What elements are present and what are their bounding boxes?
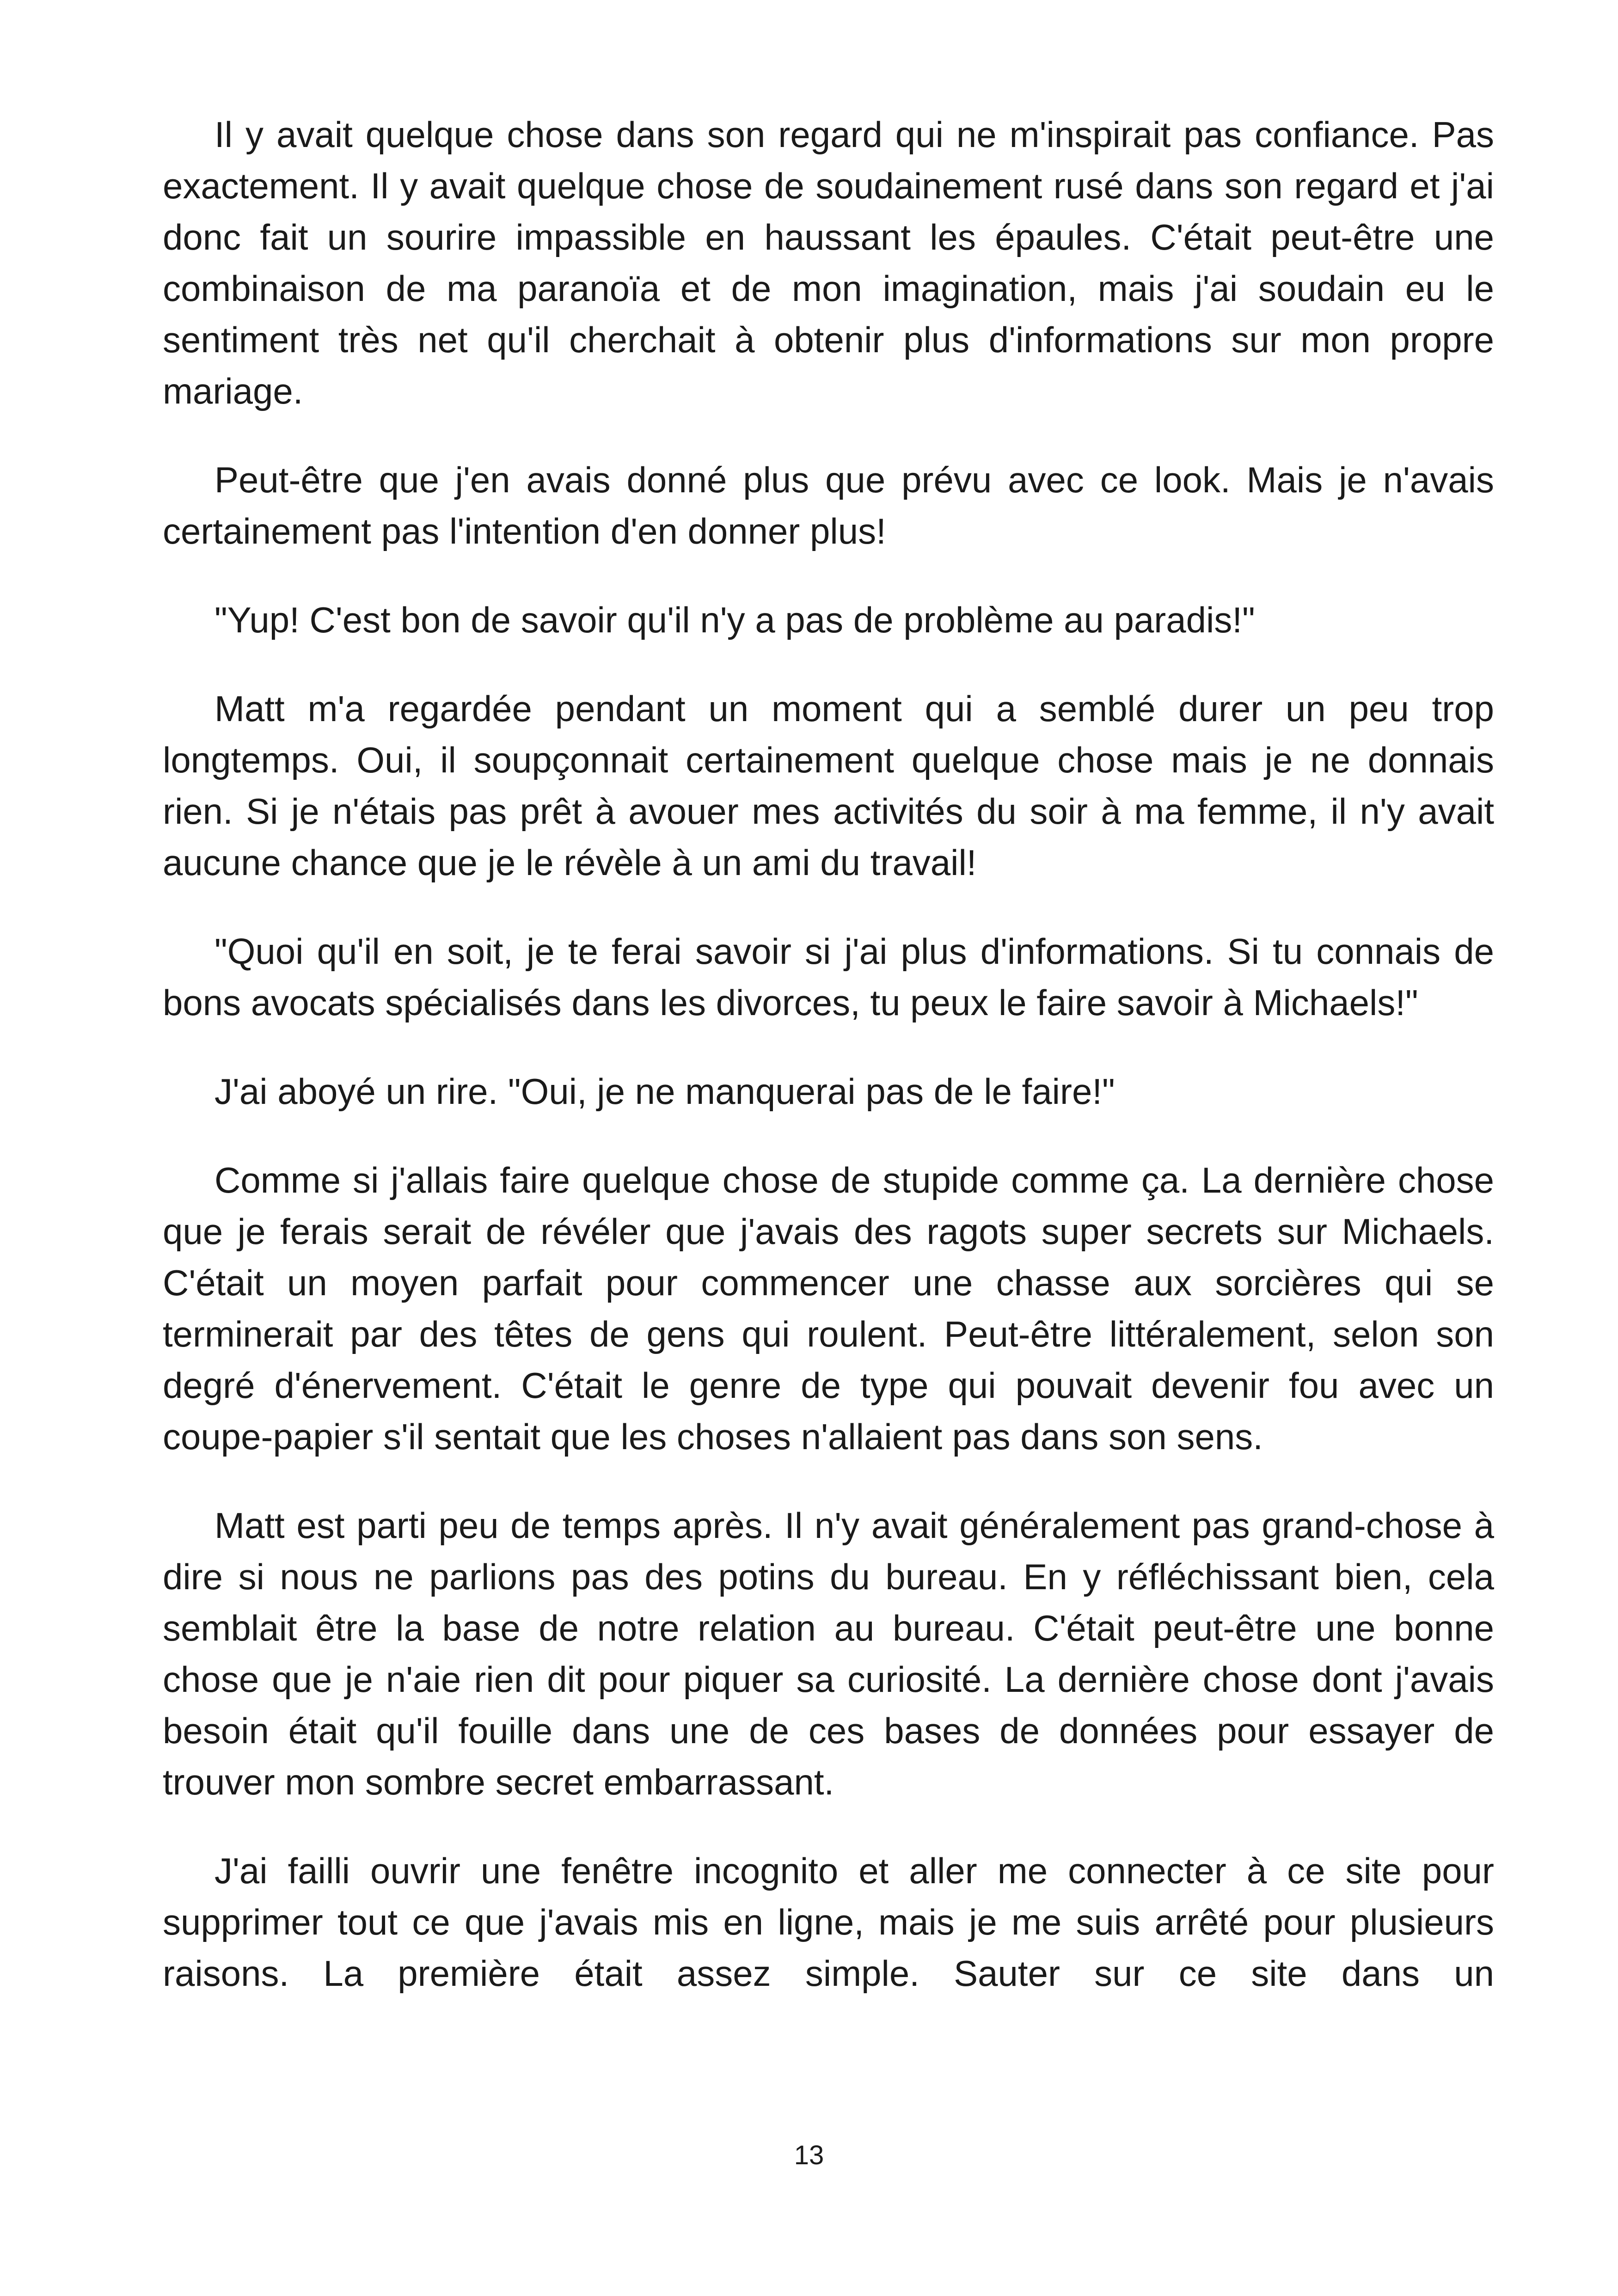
paragraph-5: "Quoi qu'il en soit, je te ferai savoir si j'ai plus d'informations. Si tu connais de bons avocats spécialisés dans les divorces, tu peux le faire savoir à Michaels!" <box>163 931 1494 1023</box>
paragraph-6: J'ai aboyé un rire. "Oui, je ne manquerai pas de le faire!" <box>215 1071 1115 1112</box>
body-text <box>163 109 1494 2037</box>
paragraph-7: Comme si j'allais faire quelque chose de stupide comme ça. La dernière chose que je ferais serait de révéler que j'avais des ragots super secrets sur Michaels. C'était un moyen parfait pour commencer une chasse aux sorcières qui se terminerait par des têtes de gens qui roulent. Peut-être littéralement, selon son degré d'énervement. C'était le genre de type qui pouvait devenir fou avec un coupe-papier s'il sentait que les choses n'allaient pas dans son sens. <box>163 1160 1494 1457</box>
paragraph-3: "Yup! C'est bon de savoir qu'il n'y a pas de problème au paradis!" <box>215 600 1255 640</box>
paragraph-2: Peut-être que j'en avais donné plus que prévu avec ce look. Mais je n'avais certainement pas l'intention d'en donner plus! <box>163 459 1494 551</box>
paragraph-9: J'ai failli ouvrir une fenêtre incognito et aller me connecter à ce site pour supprimer tout ce que j'avais mis en ligne, mais je me suis arrêté pour plusieurs raisons. La première était assez simple. Sauter sur ce site dans un <box>163 1850 1494 1994</box>
paragraph-4: Matt m'a regardée pendant un moment qui a semblé durer un peu trop longtemps. Oui, il soupçonnait certainement quelque chose mais je ne donnais rien. Si je n'étais pas prêt à avouer mes activités du soir à ma femme, il n'y avait aucune chance que je le révèle à un ami du travail! <box>163 688 1494 883</box>
paragraph-1: Il y avait quelque chose dans son regard qui ne m'inspirait pas confiance. Pas exactement. Il y avait quelque chose de soudainement rusé dans son regard et j'ai donc fait un sourire impassible en haussant les épaules. C'était peut-être une combinaison de ma paranoïa et de mon imagination, mais j'ai soudain eu le sentiment très net qu'il cherchait à obtenir plus d'informations sur mon propre mariage. <box>163 114 1494 411</box>
paragraph-8: Matt est parti peu de temps après. Il n'y avait généralement pas grand-chose à dire si nous ne parlions pas des potins du bureau. En y réfléchissant bien, cela semblait être la base de notre relation au bureau. C'était peut-être une bonne chose que je n'aie rien dit pour piquer sa curiosité. La dernière chose dont j'avais besoin était qu'il fouille dans une de ces bases de données pour essayer de trouver mon sombre secret embarrassant. <box>163 1505 1494 1802</box>
page-number: 13 <box>794 2140 824 2170</box>
